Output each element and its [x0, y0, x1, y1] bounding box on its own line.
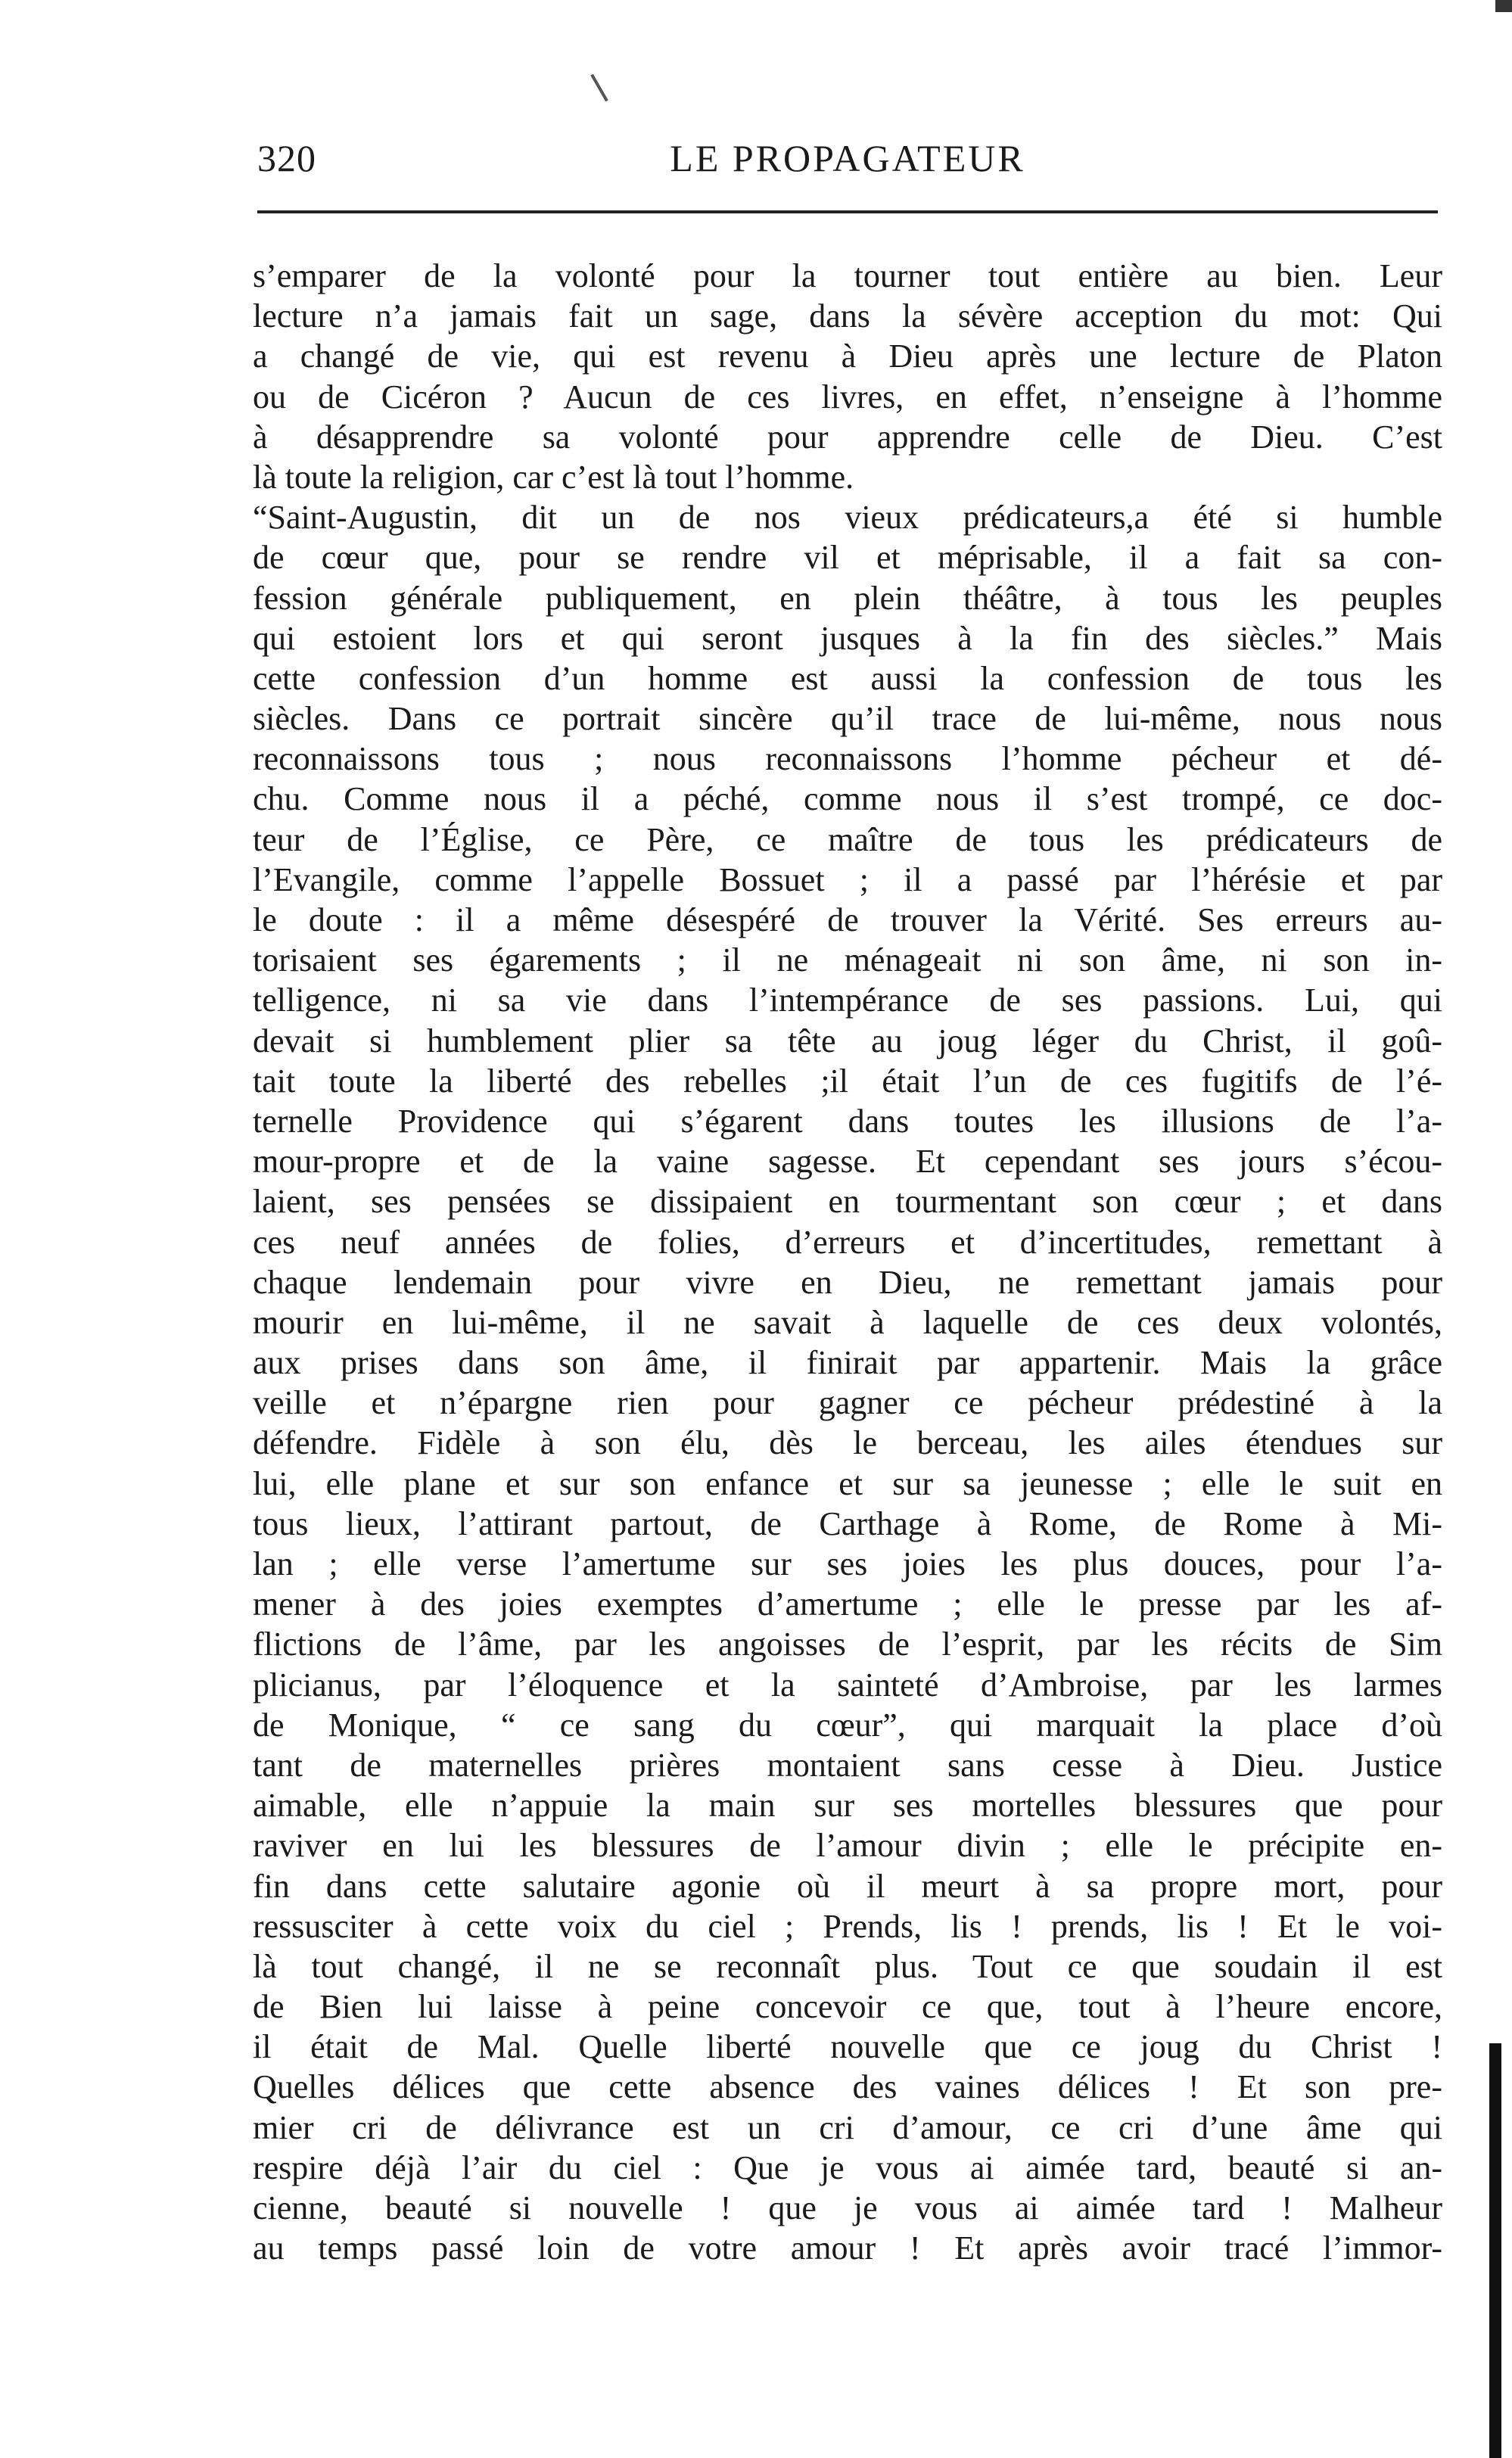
text-line: qui estoient lors et qui seront jusques à la fin des siècles.” Mais — [253, 619, 1442, 657]
text-line: fession générale publiquement, en plein théâtre, à tous les peuples — [253, 579, 1442, 617]
ink-speck — [590, 74, 608, 102]
running-title: LE PROPAGATEUR — [670, 137, 1025, 179]
text-line: chu. Comme nous il a péché, comme nous il s’est trompé, ce doc- — [253, 780, 1442, 818]
text-line: a changé de vie, qui est revenu à Dieu après une lecture de Platon — [253, 338, 1442, 375]
text-line: de Bien lui laisse à peine concevoir ce que, tout à l’heure encore, — [253, 1988, 1442, 2026]
text-line: tait toute la liberté des rebelles ;il était l’un de ces fugitifs de l’é- — [253, 1062, 1442, 1100]
text-line: tant de maternelles prières montaient sans cesse à Dieu. Justice — [253, 1746, 1442, 1784]
text-line: lecture n’a jamais fait un sage, dans la sévère acception du mot: Qui — [253, 297, 1442, 335]
body-text — [253, 256, 1442, 2268]
page-header — [257, 136, 1438, 197]
text-line: cienne, beauté si nouvelle ! que je vous ai aimée tard ! Malheur — [253, 2189, 1442, 2226]
text-line: plicianus, par l’éloquence et la sainteté d’Ambroise, par les larmes — [253, 1666, 1442, 1703]
text-line: lui, elle plane et sur son enfance et sur sa jeunesse ; elle le suit en — [253, 1464, 1442, 1502]
text-line: tous lieux, l’attirant partout, de Carthage à Rome, de Rome à Mi- — [253, 1504, 1442, 1542]
text-line: Quelles délices que cette absence des vaines délices ! Et son pre- — [253, 2068, 1442, 2106]
text-line: cette confession d’un homme est aussi la confession de tous les — [253, 659, 1442, 697]
header-rule — [257, 210, 1438, 213]
text-line: torisaient ses égarements ; il ne ménageait ni son âme, ni son in- — [253, 941, 1442, 979]
text-line: mener à des joies exemptes d’amertume ; elle le presse par les af- — [253, 1585, 1442, 1623]
text-line: mier cri de délivrance est un cri d’amour, ce cri d’une âme qui — [253, 2108, 1442, 2146]
text-line: de cœur que, pour se rendre vil et méprisable, il a fait sa con- — [253, 539, 1442, 577]
text-line: s’emparer de la volonté pour la tourner tout entière au bien. Leur — [253, 257, 1442, 294]
text-line: ces neuf années de folies, d’erreurs et d’incertitudes, remettant à — [253, 1223, 1442, 1261]
text-line: aimable, elle n’appuie la main sur ses mortelles blessures que pour — [253, 1787, 1442, 1825]
text-line: au temps passé loin de votre amour ! Et après avoir tracé l’immor- — [253, 2229, 1442, 2267]
text-line: il était de Mal. Quelle liberté nouvelle que ce joug du Christ ! — [253, 2028, 1442, 2066]
text-line: défendre. Fidèle à son élu, dès le berceau, les ailes étendues sur — [253, 1424, 1442, 1462]
text-line: ressusciter à cette voix du ciel ; Prends, lis ! prends, lis ! Et le voi- — [253, 1907, 1442, 1945]
page-number: 320 — [257, 137, 316, 179]
text-line: siècles. Dans ce portrait sincère qu’il trace de lui-même, nous nous — [253, 700, 1442, 738]
text-line: à désapprendre sa volonté pour apprendre celle de Dieu. C’est — [253, 418, 1442, 456]
text-line: respire déjà l’air du ciel : Que je vous ai aimée tard, beauté si an- — [253, 2148, 1442, 2186]
text-line: lan ; elle verse l’amertume sur ses joies les plus douces, pour l’a- — [253, 1545, 1442, 1582]
text-line: aux prises dans son âme, il finirait par appartenir. Mais la grâce — [253, 1344, 1442, 1382]
text-line: raviver en lui les blessures de l’amour divin ; elle le précipite en- — [253, 1827, 1442, 1865]
text-line: de Monique, “ ce sang du cœur”, qui marquait la place d’où — [253, 1706, 1442, 1744]
text-line: “Saint-Augustin, dit un de nos vieux prédicateurs,a été si humble — [253, 499, 1442, 537]
text-line: reconnaissons tous ; nous reconnaissons l’homme pécheur et dé- — [253, 740, 1442, 778]
text-line: là toute la religion, car c’est là tout l’homme. — [253, 458, 854, 496]
text-line: l’Evangile, comme l’appelle Bossuet ; il a passé par l’hérésie et par — [253, 860, 1442, 898]
page-edge-shadow — [1489, 2043, 1501, 2458]
text-line: mourir en lui-même, il ne savait à laquelle de ces deux volontés, — [253, 1303, 1442, 1341]
text-line: chaque lendemain pour vivre en Dieu, ne remettant jamais pour — [253, 1263, 1442, 1301]
text-line: teur de l’Église, ce Père, ce maître de tous les prédicateurs de — [253, 820, 1442, 858]
text-line: mour-propre et de la vaine sagesse. Et cependant ses jours s’écou- — [253, 1143, 1442, 1181]
text-line: laient, ses pensées se dissipaient en tourmentant son cœur ; et dans — [253, 1183, 1442, 1221]
text-line: là tout changé, il ne se reconnaît plus. Tout ce que soudain il est — [253, 1947, 1442, 1985]
page-edge-shadow-top — [1495, 0, 1512, 12]
text-line: veille et n’épargne rien pour gagner ce pécheur prédestiné à la — [253, 1384, 1442, 1422]
text-line: devait si humblement plier sa tête au joug léger du Christ, il goû- — [253, 1022, 1442, 1059]
text-line: le doute : il a même désespéré de trouver la Vérité. Ses erreurs au- — [253, 901, 1442, 938]
text-line: fin dans cette salutaire agonie où il meurt à sa propre mort, pour — [253, 1867, 1442, 1905]
text-line: ou de Cicéron ? Aucun de ces livres, en effet, n’enseigne à l’homme — [253, 378, 1442, 415]
text-line: telligence, ni sa vie dans l’intempérance de ses passions. Lui, qui — [253, 982, 1442, 1019]
text-line: ternelle Providence qui s’égarent dans toutes les illusions de l’a- — [253, 1102, 1442, 1140]
text-line: flictions de l’âme, par les angoisses de l’esprit, par les récits de Sim — [253, 1626, 1442, 1663]
